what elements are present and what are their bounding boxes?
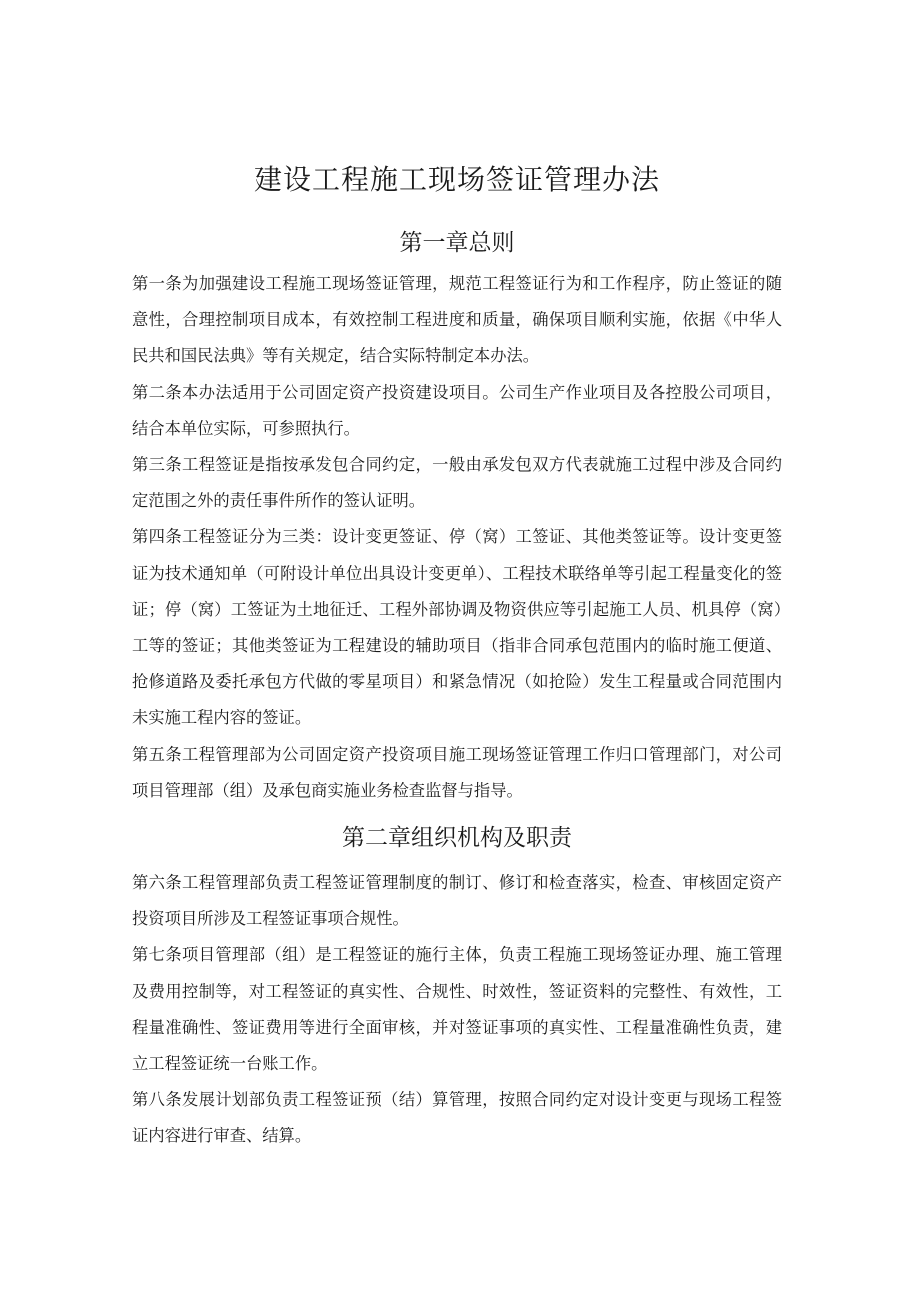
document-page [132, 158, 782, 1155]
article-3: 第三条工程签证是指按承发包合同约定，一般由承发包双方代表就施工过程中涉及合同约定范围之外的责任事件所作的签认证明。 [132, 455, 782, 511]
article-7: 第七条项目管理部（组）是工程签证的施行主体，负责工程施工现场签证办理、施工管理及费用控制等，对工程签证的真实性、合规性、时效性，签证资料的完整性、有效性，工程量准确性、签证费用等进行全面审核，并对签证事项的真实性、工程量准确性负责，建立工程签证统一台账工作。 [132, 945, 782, 1074]
article-2: 第二条本办法适用于公司固定资产投资建设项目。公司生产作业项目及各控股公司项目，结合本单位实际，可参照执行。 [132, 382, 782, 438]
article-8: 第八条发展计划部负责工程签证预（结）算管理，按照合同约定对设计变更与现场工程签证内容进行审查、结算。 [132, 1090, 782, 1146]
chapter-2 [132, 819, 782, 1155]
document-title: 建设工程施工现场签证管理办法 [253, 163, 660, 196]
article-5: 第五条工程管理部为公司固定资产投资项目施工现场签证管理工作归口管理部门，对公司项目管理部（组）及承包商实施业务检查监督与指导。 [132, 744, 782, 800]
chapter-title: 第二章组织机构及职责 [342, 825, 572, 852]
article-1: 第一条为加强建设工程施工现场签证管理，规范工程签证行为和工作程序，防止签证的随意性，合理控制项目成本，有效控制工程进度和质量，确保项目顺利实施，依据《中华人民共和国民法典》等有关规定，结合实际特制定本办法。 [132, 274, 782, 366]
chapter-1 [132, 224, 782, 809]
article-6: 第六条工程管理部负责工程签证管理制度的制订、修订和检查落实，检查、审核固定资产投资项目所涉及工程签证事项合规性。 [132, 873, 782, 929]
chapter-title: 第一章总则 [399, 230, 515, 256]
article-4: 第四条工程签证分为三类：设计变更签证、停（窝）工签证、其他类签证等。设计变更签证为技术通知单（可附设计单位出具设计变更单）、工程技术联络单等引起工程量变化的签证；停（窝）工签证为土地征迁、工程外部协调及物资供应等引起施工人员、机具停（窝）工等的签证；其他类签证为工程建设的辅助项目（指非合同承包范围内的临时施工便道、抢修道路及委托承包方代做的零星项目）和紧急情况（如抢险）发生工程量或合同范围内未实施工程内容的签证。 [132, 527, 782, 728]
